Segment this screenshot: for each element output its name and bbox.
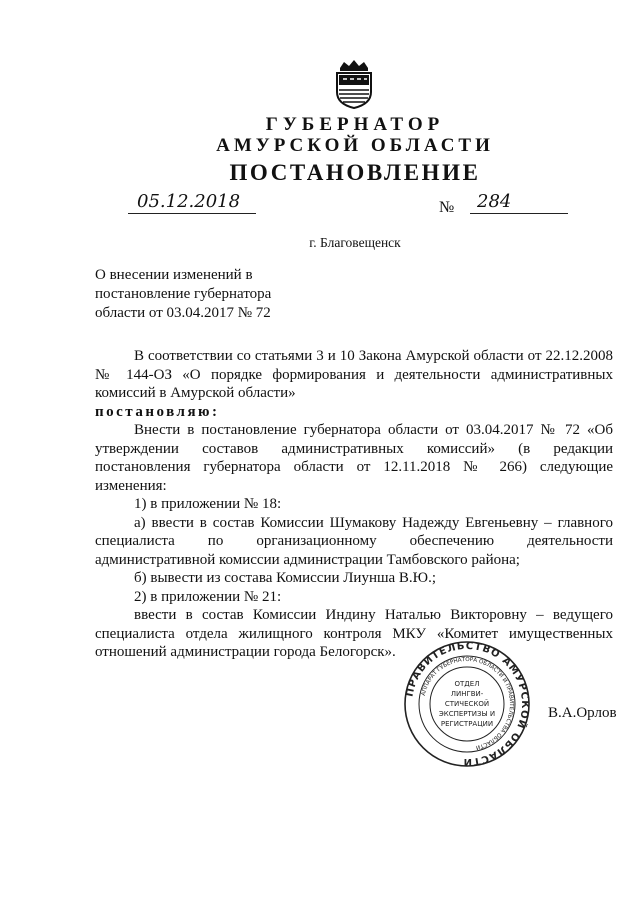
official-stamp (403, 640, 531, 768)
date-underline (128, 213, 256, 214)
body-paragraph: 1) в приложении № 18: (134, 496, 282, 512)
city: г. Благовещенск (309, 235, 401, 250)
stamp-center-line: ОТДЕЛ (454, 680, 480, 688)
stamp-inner-text: АППАРАТ ГУБЕРНАТОРА ОБЛАСТИ И ПРАВИТЕЛЬСТВА ОБЛАСТИ (420, 656, 515, 751)
stamp-center-line: ЛИНГВИ- (450, 690, 484, 698)
amur-coat-of-arms-icon (331, 58, 377, 110)
stamp-center-line: ЭКСПЕРТИЗЫ И (438, 710, 496, 718)
subject-line: области от 03.04.2017 № 72 (95, 305, 271, 321)
subject-line: постановление губернатора (95, 286, 272, 302)
header-title-decree: ПОСТАНОВЛЕНИЕ (229, 160, 481, 185)
document-body (95, 347, 613, 662)
body-paragraph: 2) в приложении № 21: (134, 588, 282, 605)
subject-line: О внесении изменений в (95, 267, 253, 283)
stamp-center-line: РЕГИСТРАЦИИ (440, 720, 494, 728)
number-label: № (439, 199, 455, 216)
document-subject (95, 266, 271, 323)
stamp-center-line: СТИЧЕСКОЙ (444, 700, 490, 708)
body-paragraph: ввести в состав Комиссии Индину Наталью Викторовну – ведущего специалиста отдела жилищного контроля МКУ «Комитет имущественных отношений администрации города Белогорск». (95, 607, 613, 660)
document-number: 284 (477, 191, 512, 212)
document-date: 05.12.2018 (137, 191, 241, 212)
body-paragraph: Внести в постановление губернатора области от 03.04.2017 № 72 «Об утверждении составов административных комиссий» (в редакции постановления губернатора области от 12.11.2018 № 266) следующие изменения: (95, 422, 613, 494)
body-paragraph: а) ввести в состав Комиссии Шумакову Надежду Евгеньевну – главного специалиста по организационному обеспечению деятельности административной комиссии администрации Тамбовского района; (95, 514, 613, 568)
stamp-outer-text: ПРАВИТЕЛЬСТВО АМУРСКОЙ ОБЛАСТИ (404, 640, 531, 768)
header-title-governor: ГУБЕРНАТОР (265, 114, 445, 135)
body-paragraph: В соответствии со статьями 3 и 10 Закона Амурской области от 22.12.2008 № 144-ОЗ «О порядке формирования и деятельности административных комиссий в Амурской области» (95, 348, 613, 401)
decree-word: постановляю: (95, 403, 220, 420)
header-title-region: АМУРСКОЙ ОБЛАСТИ (216, 135, 494, 156)
body-paragraph: б) вывести из состава Комиссии Лиунша В.Ю.; (134, 570, 437, 586)
signer-name: В.А.Орлов (548, 705, 617, 721)
number-underline (470, 213, 568, 214)
